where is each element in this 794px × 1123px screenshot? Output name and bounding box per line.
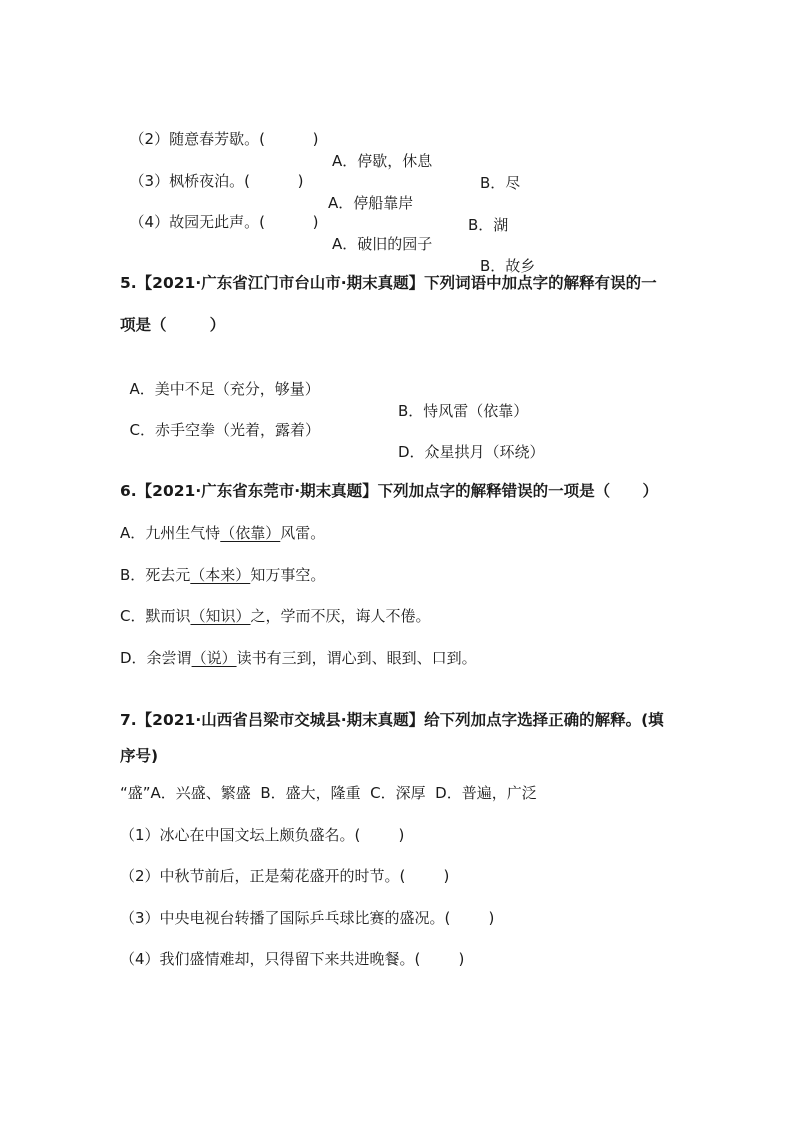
q4-item-3-stem: （3）枫桥夜泊。( ) — [129, 172, 304, 190]
q4-item-3-option-b: B．湖 — [468, 216, 509, 234]
q6-option-d-post: 读书有三到，谓心到、眼到、口到。 — [236, 649, 477, 667]
q4-item-4-stem: （4）故园无此声。( ) — [129, 213, 319, 231]
q7-item-3: （3）中央电视台转播了国际乒乓球比赛的盛况。( ) — [120, 909, 495, 927]
q5-title-line1: 5.【2021·广东省江门市台山市·期末真题】下列词语中加点字的解释有误的一 — [120, 274, 657, 292]
q6-option-c-post: 之，学而不厌，诲人不倦。 — [250, 607, 431, 625]
q5-option-d: D．众星拱月（环绕） — [398, 443, 545, 461]
q6-option-d-pre: D．余尝谓 — [120, 649, 192, 667]
q4-item-2-option-a: A．停歇，休息 — [332, 152, 433, 170]
q6-option-b-post: 知万事空。 — [250, 566, 326, 584]
q6-option-a-pre: A．九州生气恃 — [120, 524, 221, 542]
q6-title: 6.【2021·广东省东莞市·期末真题】下列加点字的解释错误的一项是（ ） — [120, 482, 658, 500]
q6-option-a — [120, 522, 325, 544]
q6-option-d-gloss: （说） — [191, 649, 237, 667]
q6-option-c-pre: C．默而识 — [120, 607, 191, 625]
q4-item-3-option-a: A．停船靠岸 — [328, 194, 414, 212]
q4-item-4-option-b: B．故乡 — [480, 257, 536, 275]
q5-option-a: A．美中不足（充分，够量） — [129, 380, 320, 398]
q6-option-b-pre: B．死去元 — [120, 566, 191, 584]
q6-option-a-post: 风雷。 — [280, 524, 326, 542]
q6-option-d — [120, 647, 477, 669]
q7-options: “盛”A．兴盛、繁盛 B．盛大，隆重 C．深厚 D．普遍，广泛 — [120, 784, 537, 802]
q5-title-line2: 项是（ ） — [120, 316, 226, 334]
q6-option-c-gloss: （知识） — [190, 607, 251, 625]
q6-option-b-gloss: （本来） — [190, 566, 251, 584]
q6-option-a-gloss: （依靠） — [220, 524, 281, 542]
q4-item-2-stem: （2）随意春芳歇。( ) — [129, 130, 319, 148]
q7-item-4: （4）我们盛情难却，只得留下来共进晚餐。( ) — [120, 950, 465, 968]
q7-item-1: （1）冰心在中国文坛上颇负盛名。( ) — [120, 826, 405, 844]
q7-title-line2: 序号) — [120, 747, 159, 765]
q7-item-2: （2）中秋节前后，正是菊花盛开的时节。( ) — [120, 867, 450, 885]
q4-item-4-option-a: A．破旧的园子 — [332, 235, 433, 253]
q5-option-c: C．赤手空拳（光着，露着） — [129, 421, 321, 439]
q7-title-line1: 7.【2021·山西省吕梁市交城县·期末真题】给下列加点字选择正确的解释。(填 — [120, 711, 664, 729]
q5-option-b: B．恃风雷（依靠） — [398, 402, 529, 420]
q4-item-2-option-b: B．尽 — [480, 174, 521, 192]
q6-option-b — [120, 564, 325, 586]
q6-option-c — [120, 605, 431, 627]
